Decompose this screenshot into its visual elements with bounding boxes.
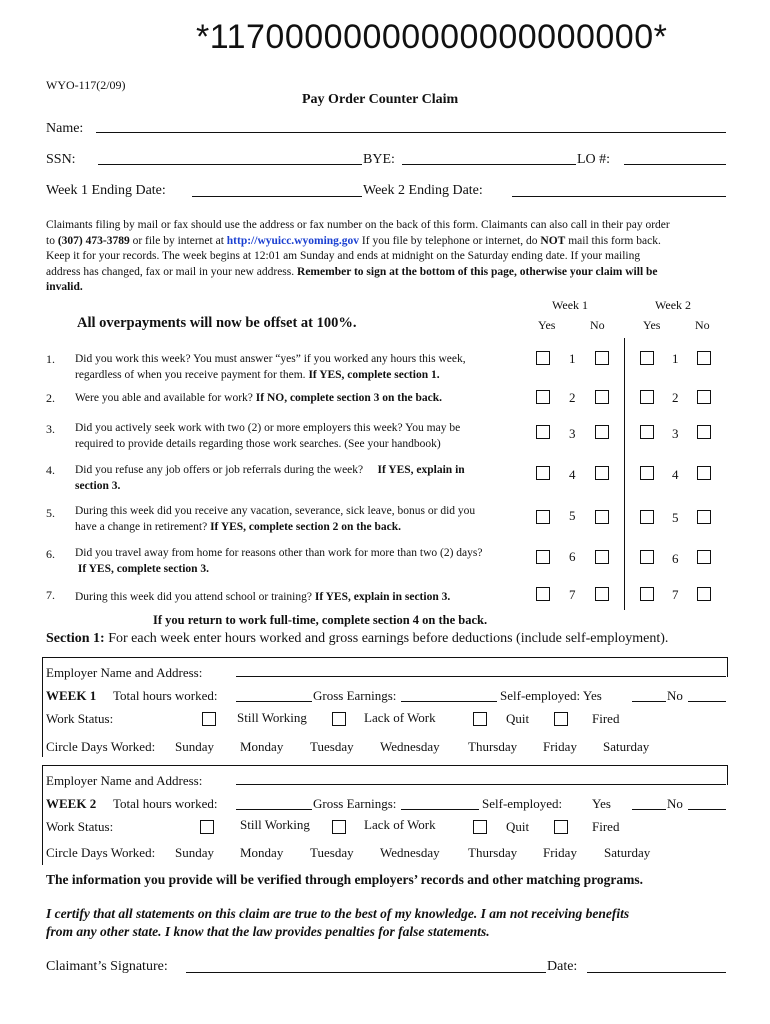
- self-employed-no-label: No: [667, 796, 683, 811]
- hours-field[interactable]: [236, 809, 312, 810]
- overpayment-notice: All overpayments will now be offset at 100%.: [77, 315, 357, 331]
- instructions-line-3: Keep it for your records. The week begins at 12:01 am Sunday and ends at midnight on the Saturday ending date. If your mailing: [46, 250, 641, 262]
- employer-label: Employer Name and Address:: [46, 773, 203, 788]
- still-working-label: Still Working: [240, 817, 310, 832]
- self-employed-label: Self-employed:: [482, 796, 563, 811]
- week2-yes-checkbox[interactable]: [640, 351, 654, 365]
- instructions-line-2: to (307) 473-3789 or file by internet at http://wyuicc.wyoming.gov If you file by telephone or internet, do NOT mail this form back.: [46, 234, 661, 247]
- gross-field[interactable]: [401, 701, 497, 702]
- week1-header: Week 1: [552, 298, 589, 312]
- employer-label: Employer Name and Address:: [46, 665, 203, 680]
- return-notice: If you return to work full-time, complete section 4 on the back.: [153, 613, 488, 627]
- week1-no-checkbox[interactable]: [595, 466, 609, 480]
- week2-yes-header: Yes: [643, 318, 661, 332]
- week2-header: Week 2: [655, 298, 692, 312]
- date-label: Date:: [547, 959, 578, 974]
- gross-field[interactable]: [401, 809, 479, 810]
- self-employed-no-field[interactable]: [688, 809, 726, 810]
- question-text: Did you actively seek work with two (2) or more employers this week? You may be required to provide details regarding those work searches. (See your handbook): [75, 422, 461, 450]
- question-number: 3.: [46, 422, 55, 436]
- verify-notice: The information you provide will be verified through employers’ records and other matching programs.: [46, 872, 643, 887]
- week2-no-header: No: [695, 318, 710, 332]
- self-employed-yes-label: Yes: [592, 796, 611, 811]
- lo-label: LO #:: [577, 152, 611, 167]
- days-label: Circle Days Worked:: [46, 739, 156, 754]
- work-status-label: Work Status:: [46, 819, 114, 834]
- week2-date-label: Week 2 Ending Date:: [363, 183, 483, 198]
- row-number: 5: [569, 508, 576, 523]
- self-employed-label: Self-employed: Yes: [500, 688, 602, 703]
- still-working-checkbox[interactable]: [202, 712, 216, 726]
- row-number: 4: [569, 467, 576, 482]
- question-text: During this week did you attend school or training? If YES, explain in section 3.: [75, 591, 451, 603]
- day-saturday[interactable]: Saturday: [604, 845, 651, 860]
- instructions: [46, 218, 746, 296]
- row-number: 3: [672, 426, 679, 441]
- website-link[interactable]: http://wyuicc.wyoming.gov: [226, 234, 360, 247]
- week2-yes-checkbox[interactable]: [640, 510, 654, 524]
- week-divider: [624, 338, 625, 610]
- form-code: WYO-117(2/09): [46, 78, 126, 92]
- week1-no-header: No: [590, 318, 605, 332]
- still-working-label: Still Working: [237, 710, 307, 725]
- gross-label: Gross Earnings:: [313, 688, 397, 703]
- week1-yes-checkbox[interactable]: [536, 587, 550, 601]
- bye-label: BYE:: [363, 152, 395, 167]
- week1-yes-checkbox[interactable]: [536, 510, 550, 524]
- signature-label: Claimant’s Signature:: [46, 959, 168, 974]
- week2-no-checkbox[interactable]: [697, 425, 711, 439]
- day-saturday[interactable]: Saturday: [603, 739, 650, 754]
- self-employed-yes-field[interactable]: [632, 809, 666, 810]
- day-monday[interactable]: Monday: [240, 845, 284, 860]
- question-text: During this week did you receive any vacation, severance, sick leave, bonus or did you have a change in retirement? If YES, complete section 2 on the back.: [75, 505, 476, 533]
- question-text: Did you refuse any job offers or job referrals during the week? If YES, explain in section 3.: [75, 464, 465, 492]
- question-number: 5.: [46, 506, 55, 520]
- lo-field[interactable]: [624, 164, 726, 165]
- week-label: WEEK 1: [46, 688, 97, 703]
- section1-heading: Section 1: For each week enter hours worked and gross earnings before deductions (include self-employment).: [46, 631, 669, 646]
- week2-yes-checkbox[interactable]: [640, 425, 654, 439]
- week2-no-checkbox[interactable]: [697, 351, 711, 365]
- gross-label: Gross Earnings:: [313, 796, 397, 811]
- quit-checkbox[interactable]: [473, 712, 487, 726]
- name-label: Name:: [46, 121, 84, 136]
- week2-yes-checkbox[interactable]: [640, 550, 654, 564]
- row-number: 6: [672, 551, 679, 566]
- week2-yes-checkbox[interactable]: [640, 466, 654, 480]
- day-thursday[interactable]: Thursday: [468, 739, 518, 754]
- week2-no-checkbox[interactable]: [697, 466, 711, 480]
- week1-yes-header: Yes: [538, 318, 556, 332]
- section-right-border: [727, 657, 728, 677]
- row-number: 3: [569, 426, 576, 441]
- row-number: 1: [672, 351, 679, 366]
- name-field[interactable]: [96, 132, 726, 133]
- section-rule: [42, 657, 728, 658]
- week1-yes-checkbox[interactable]: [536, 466, 550, 480]
- week1-yes-checkbox[interactable]: [536, 425, 550, 439]
- week1-no-checkbox[interactable]: [595, 390, 609, 404]
- day-friday[interactable]: Friday: [543, 739, 577, 754]
- ssn-field[interactable]: [98, 164, 362, 165]
- question-text: Were you able and available for work? If NO, complete section 3 on the back.: [75, 392, 442, 404]
- date-field[interactable]: [587, 972, 726, 973]
- week2-no-checkbox[interactable]: [697, 587, 711, 601]
- days-label: Circle Days Worked:: [46, 845, 156, 860]
- week2-date-field[interactable]: [512, 196, 726, 197]
- self-employed-no-field[interactable]: [688, 701, 726, 702]
- section-left-border: [42, 657, 43, 757]
- day-friday[interactable]: Friday: [543, 845, 577, 860]
- question-text: Did you work this week? You must answer “yes” if you worked any hours this week, regardless of when you receive payment for them. If YES, complete section 1.: [75, 353, 466, 381]
- day-sunday[interactable]: Sunday: [175, 845, 214, 860]
- week2-no-checkbox[interactable]: [697, 550, 711, 564]
- instructions-line-5: invalid.: [46, 281, 83, 293]
- hours-field[interactable]: [236, 701, 312, 702]
- employer-field[interactable]: [236, 784, 726, 785]
- week-label: WEEK 2: [46, 796, 97, 811]
- lack-of-work-label: Lack of Work: [364, 817, 436, 832]
- hours-label: Total hours worked:: [113, 796, 218, 811]
- week1-no-checkbox[interactable]: [595, 425, 609, 439]
- row-number: 2: [672, 390, 679, 405]
- question-number: 4.: [46, 463, 55, 477]
- section-left-border: [42, 765, 43, 865]
- day-tuesday[interactable]: Tuesday: [310, 845, 354, 860]
- quit-label: Quit: [506, 819, 530, 834]
- employer-field[interactable]: [236, 676, 726, 677]
- quit-checkbox[interactable]: [473, 820, 487, 834]
- fired-label: Fired: [592, 711, 620, 726]
- week2-no-checkbox[interactable]: [697, 510, 711, 524]
- row-number: 7: [672, 587, 679, 602]
- self-employed-yes-field[interactable]: [632, 701, 666, 702]
- week1-no-checkbox[interactable]: [595, 587, 609, 601]
- phone-number: (307) 473-3789: [57, 234, 130, 247]
- row-number: 4: [672, 467, 679, 482]
- question-number: 1.: [46, 352, 55, 366]
- week1-yes-checkbox[interactable]: [536, 390, 550, 404]
- bye-field[interactable]: [402, 164, 576, 165]
- signature-field[interactable]: [186, 972, 546, 973]
- lack-of-work-label: Lack of Work: [364, 710, 436, 725]
- week2-yes-checkbox[interactable]: [640, 587, 654, 601]
- question-number: 6.: [46, 547, 55, 561]
- week2-no-checkbox[interactable]: [697, 390, 711, 404]
- section-rule: [42, 765, 728, 766]
- fired-label: Fired: [592, 819, 620, 834]
- day-monday[interactable]: Monday: [240, 739, 284, 754]
- certification: I certify that all statements on this claim are true to the best of my knowledge. I am not receiving benefits from any other state. I know that the law provides penalties for false statements.: [46, 906, 630, 939]
- day-thursday[interactable]: Thursday: [468, 845, 518, 860]
- week1-date-label: Week 1 Ending Date:: [46, 183, 166, 198]
- week1-no-checkbox[interactable]: [595, 351, 609, 365]
- week2-yes-checkbox[interactable]: [640, 390, 654, 404]
- quit-label: Quit: [506, 711, 530, 726]
- page-title: Pay Order Counter Claim: [302, 92, 459, 107]
- week1-yes-checkbox[interactable]: [536, 351, 550, 365]
- day-sunday[interactable]: Sunday: [175, 739, 214, 754]
- day-wednesday[interactable]: Wednesday: [380, 739, 440, 754]
- week1-no-checkbox[interactable]: [595, 550, 609, 564]
- question-text: Did you travel away from home for reasons other than work for more than two (2) days? If YES, complete section 3.: [75, 547, 483, 575]
- week1-yes-checkbox[interactable]: [536, 550, 550, 564]
- fired-checkbox[interactable]: [554, 712, 568, 726]
- hours-label: Total hours worked:: [113, 688, 218, 703]
- work-status-label: Work Status:: [46, 711, 114, 726]
- week1-no-checkbox[interactable]: [595, 510, 609, 524]
- section-right-border: [727, 765, 728, 785]
- still-working-checkbox[interactable]: [200, 820, 214, 834]
- row-number: 2: [569, 390, 576, 405]
- row-number: 6: [569, 549, 576, 564]
- question-number: 7.: [46, 588, 55, 602]
- day-wednesday[interactable]: Wednesday: [380, 845, 440, 860]
- question-number: 2.: [46, 391, 55, 405]
- lack-of-work-checkbox[interactable]: [332, 712, 346, 726]
- barcode-text: *11700000000000000000000*: [196, 18, 668, 56]
- ssn-label: SSN:: [46, 152, 76, 167]
- row-number: 1: [569, 351, 576, 366]
- day-tuesday[interactable]: Tuesday: [310, 739, 354, 754]
- row-number: 7: [569, 587, 576, 602]
- instructions-line-1: Claimants filing by mail or fax should use the address or fax number on the back of this form. Claimants can also call in their pay order: [46, 219, 670, 231]
- fired-checkbox[interactable]: [554, 820, 568, 834]
- week1-date-field[interactable]: [192, 196, 362, 197]
- self-employed-no-label: No: [667, 688, 683, 703]
- instructions-line-4: address has changed, fax or mail in your new address. Remember to sign at the bottom of this page, otherwise your claim will be: [46, 265, 658, 278]
- row-number: 5: [672, 510, 679, 525]
- lack-of-work-checkbox[interactable]: [332, 820, 346, 834]
